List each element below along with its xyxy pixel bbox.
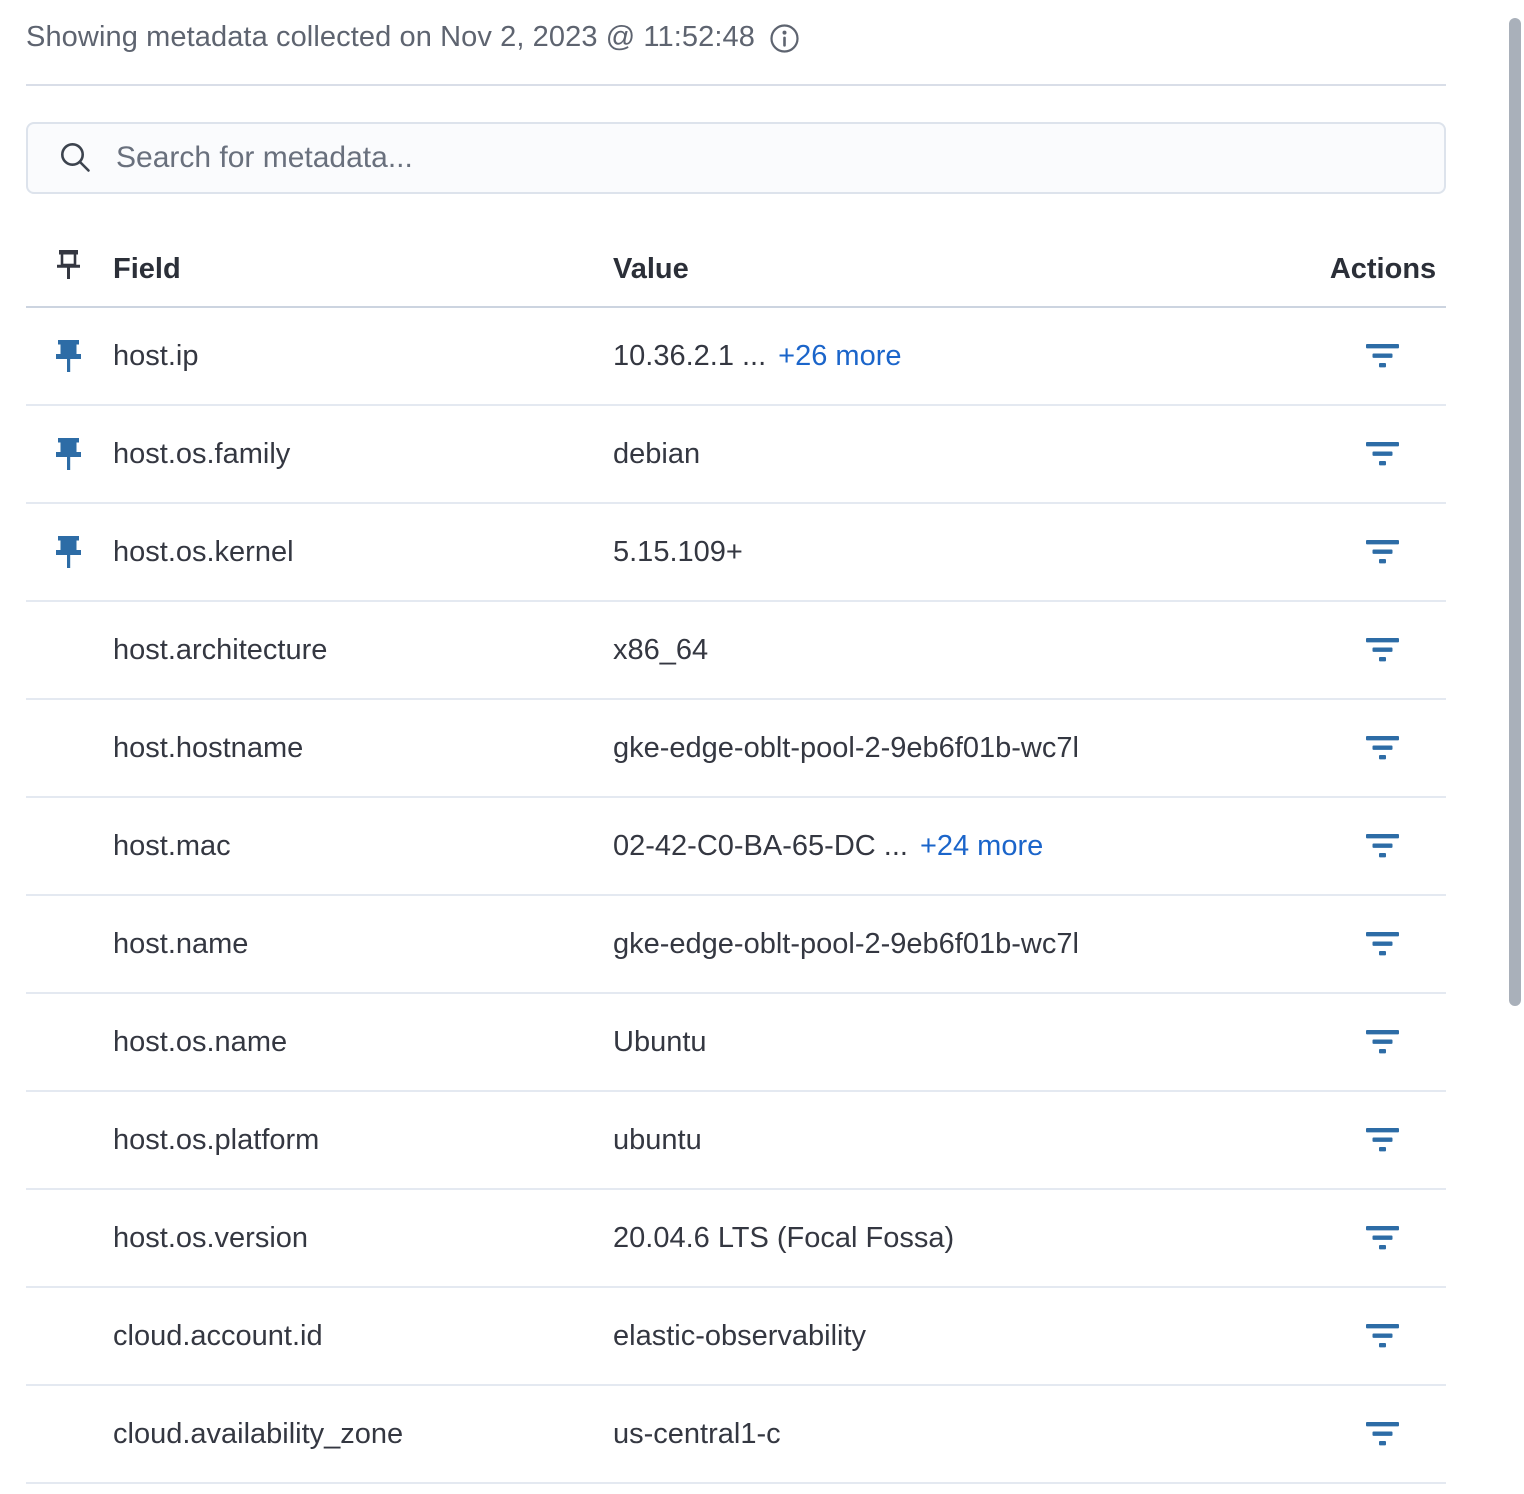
filter-for-value-icon[interactable]: [1366, 1127, 1400, 1153]
table-row: [26, 700, 1446, 798]
pin-icon[interactable]: [52, 436, 85, 473]
field-name: host.name: [113, 927, 249, 960]
field-value: us-central1-c: [613, 1417, 781, 1450]
table-row: [26, 798, 1446, 896]
filter-for-value-icon[interactable]: [1366, 1029, 1400, 1055]
filter-for-value-icon[interactable]: [1366, 1225, 1400, 1251]
pin-column-header: [26, 247, 113, 292]
filter-for-value-icon[interactable]: [1366, 441, 1400, 467]
table-header-row: [26, 232, 1446, 308]
field-value: elastic-observability: [613, 1319, 867, 1352]
vertical-scrollbar[interactable]: [1509, 18, 1521, 1006]
filter-for-value-icon[interactable]: [1366, 1323, 1400, 1349]
field-name: host.os.kernel: [113, 535, 294, 568]
pin-icon[interactable]: [52, 534, 85, 571]
actions-column-header: Actions: [1329, 252, 1437, 285]
filter-for-value-icon[interactable]: [1366, 539, 1400, 565]
table-row: [26, 1386, 1446, 1484]
field-value: 10.36.2.1 ...: [613, 339, 767, 372]
field-value: gke-edge-oblt-pool-2-9eb6f01b-wc7l: [613, 731, 1079, 764]
field-name: cloud.availability_zone: [113, 1417, 404, 1450]
metadata-table: [26, 232, 1446, 1484]
search-box: [26, 122, 1446, 194]
divider: [26, 84, 1446, 86]
field-value: Ubuntu: [613, 1025, 707, 1058]
table-row: [26, 896, 1446, 994]
field-value: 5.15.109+: [613, 535, 743, 568]
expand-more-link[interactable]: +26 more: [778, 339, 902, 372]
metadata-collected-row: [26, 18, 1446, 56]
field-name: host.ip: [113, 339, 199, 372]
search-input[interactable]: [116, 141, 1420, 175]
table-body: [26, 308, 1446, 1484]
metadata-panel: [26, 18, 1446, 1484]
table-row: [26, 994, 1446, 1092]
table-row: [26, 1288, 1446, 1386]
filter-for-value-icon[interactable]: [1366, 1421, 1400, 1447]
filter-for-value-icon[interactable]: [1366, 343, 1400, 369]
value-column-header: Value: [613, 252, 689, 285]
pin-icon[interactable]: [52, 338, 85, 375]
info-icon[interactable]: [769, 23, 800, 54]
field-name: host.os.platform: [113, 1123, 320, 1156]
filter-for-value-icon[interactable]: [1366, 833, 1400, 859]
field-name: host.os.family: [113, 437, 291, 470]
field-name: host.os.version: [113, 1221, 309, 1254]
filter-for-value-icon[interactable]: [1366, 735, 1400, 761]
metadata-collected-text: Showing metadata collected on Nov 2, 2023 @ 11:52:48: [26, 20, 755, 53]
filter-for-value-icon[interactable]: [1366, 931, 1400, 957]
filter-for-value-icon[interactable]: [1366, 637, 1400, 663]
field-name: host.mac: [113, 829, 231, 862]
expand-more-link[interactable]: +24 more: [919, 829, 1044, 862]
pin-outline-icon: [52, 247, 85, 292]
table-row: [26, 602, 1446, 700]
field-column-header: Field: [113, 252, 181, 285]
field-name: host.os.name: [113, 1025, 288, 1058]
field-name: cloud.account.id: [113, 1319, 323, 1352]
table-row: [26, 504, 1446, 602]
field-value: 20.04.6 LTS (Focal Fossa): [613, 1221, 955, 1254]
search-icon: [58, 140, 94, 176]
field-value: debian: [613, 437, 701, 470]
field-name: host.hostname: [113, 731, 304, 764]
field-name: host.architecture: [113, 633, 328, 666]
field-value: 02-42-C0-BA-65-DC ...: [613, 829, 908, 862]
table-row: [26, 1190, 1446, 1288]
field-value: x86_64: [613, 633, 709, 666]
field-value: gke-edge-oblt-pool-2-9eb6f01b-wc7l: [613, 927, 1079, 960]
table-row: [26, 406, 1446, 504]
table-row: [26, 1092, 1446, 1190]
table-row: [26, 308, 1446, 406]
field-value: ubuntu: [613, 1123, 702, 1156]
